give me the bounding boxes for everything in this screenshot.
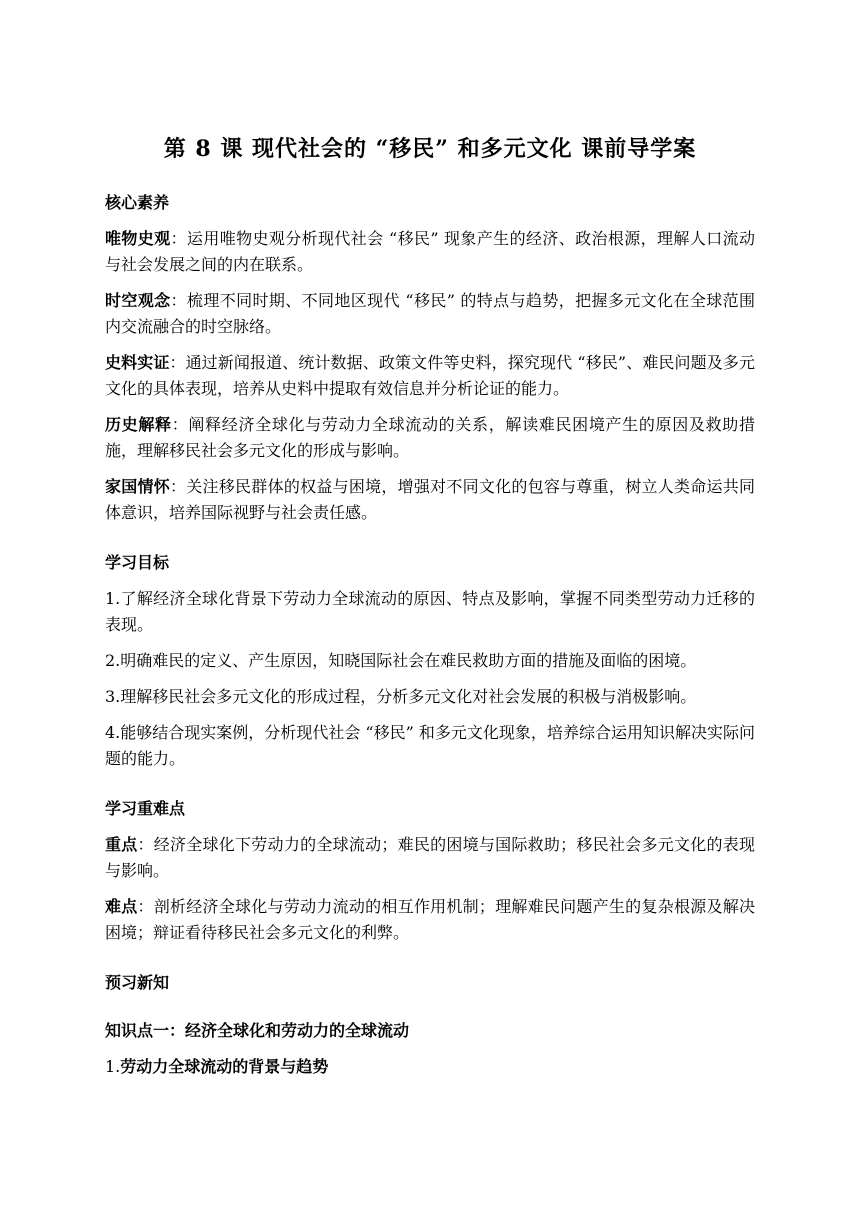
- item-text: ：剖析经济全球化与劳动力流动的相互作用机制；理解难民问题产生的复杂根源及解决困境；辩证看待移民社会多元文化的利弊。: [105, 897, 755, 942]
- item-text: ：梳理不同时期、不同地区现代 “移民” 的特点与趋势，把握多元文化在全球范围内交流融合的时空脉络。: [105, 291, 755, 336]
- sub-item-number: 1.: [105, 1057, 121, 1076]
- sub-item-heading: [105, 1054, 755, 1080]
- sub-item-title: 劳动力全球流动的背景与趋势: [120, 1057, 329, 1076]
- objective-item: 2.明确难民的定义、产生原因，知晓国际社会在难民救助方面的措施及面临的困境。: [105, 651, 697, 670]
- item-label: 难点: [105, 897, 138, 916]
- key-point-item: [105, 832, 755, 884]
- key-point-item: [105, 894, 755, 946]
- item-label: 时空观念: [105, 291, 171, 310]
- core-literacy-item: [105, 288, 755, 340]
- knowledge-point-heading: 知识点一：经济全球化和劳动力的全球流动: [105, 1021, 410, 1040]
- item-label: 历史解释: [105, 415, 172, 434]
- core-literacy-item: [105, 474, 755, 526]
- page-title: 第 8 课 现代社会的 “移民” 和多元文化 课前导学案: [163, 136, 697, 162]
- objective-item: 4.能够结合现实案例，分析现代社会 “移民” 和多元文化现象，培养综合运用知识解决实际问题的能力。: [105, 723, 755, 768]
- key-points-heading: 学习重难点: [105, 799, 186, 818]
- objectives-heading: 学习目标: [105, 553, 170, 572]
- core-literacy-item: [105, 412, 755, 464]
- item-text: ：经济全球化下劳动力的全球流动；难民的困境与国际救助；移民社会多元文化的表现与影响。: [105, 835, 755, 880]
- core-literacy-heading: 核心素养: [105, 193, 170, 212]
- preview-heading: 预习新知: [105, 973, 170, 992]
- item-text: ：关注移民群体的权益与困境，增强对不同文化的包容与尊重，树立人类命运共同体意识，培养国际视野与社会责任感。: [105, 477, 755, 522]
- objective-item: 3.理解移民社会多元文化的形成过程，分析多元文化对社会发展的积极与消极影响。: [105, 687, 697, 706]
- item-label: 家国情怀: [105, 477, 171, 496]
- core-literacy-item: [105, 226, 755, 278]
- item-text: ：运用唯物史观分析现代社会 “移民” 现象产生的经济、政治根源，理解人口流动与社会发展之间的内在联系。: [105, 229, 755, 274]
- item-text: ：阐释经济全球化与劳动力全球流动的关系，解读难民困境产生的原因及救助措施，理解移民社会多元文化的形成与影响。: [105, 415, 755, 460]
- item-label: 唯物史观: [105, 229, 171, 248]
- item-label: 重点: [105, 835, 138, 854]
- item-label: 史料实证: [105, 353, 170, 372]
- item-text: ：通过新闻报道、统计数据、政策文件等史料，探究现代 “移民”、难民问题及多元文化的具体表现，培养从史料中提取有效信息并分析论证的能力。: [105, 353, 755, 398]
- objective-item: 1.了解经济全球化背景下劳动力全球流动的原因、特点及影响，掌握不同类型劳动力迁移的表现。: [105, 589, 755, 634]
- core-literacy-item: [105, 350, 755, 402]
- document-body: [105, 190, 755, 1080]
